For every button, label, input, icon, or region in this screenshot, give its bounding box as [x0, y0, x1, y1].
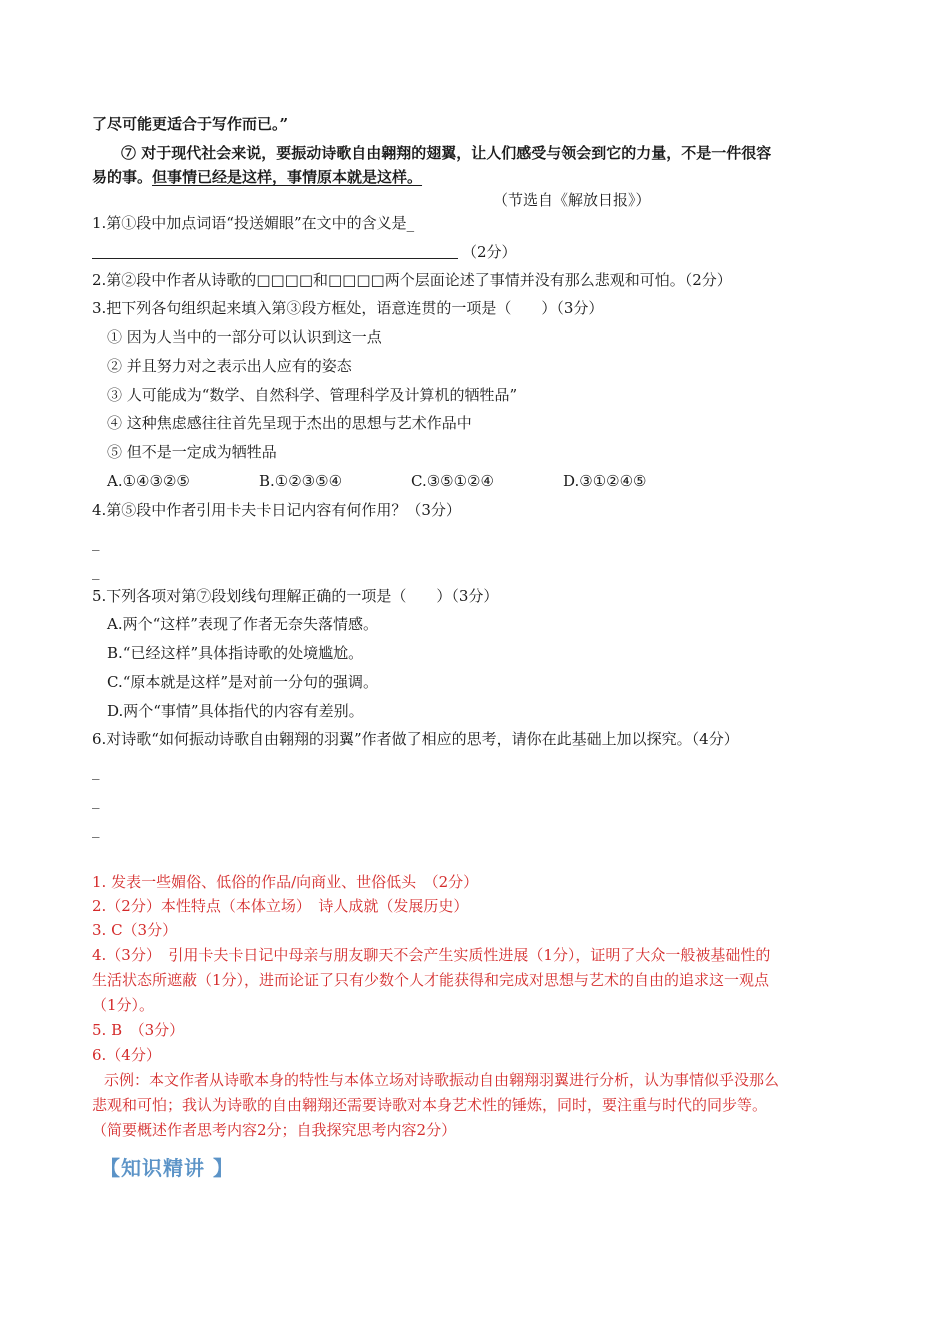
answer-1: 1. 发表一些媚俗、低俗的作品/向商业、世俗低头 （2分） — [92, 873, 479, 891]
answer-4-line-2: 生活状态所遮蔽（1分），进而论证了只有少数个人才能获得和完成对思想与艺术的自由的追求这一观点 — [92, 971, 770, 989]
answer-6-line-3: （简要概述作者思考内容2分；自我探究思考内容2分） — [92, 1121, 457, 1139]
answer-blank[interactable]: _ — [92, 820, 100, 838]
list-item: ① 因为人当中的一部分可以认识到这一点 — [107, 328, 382, 346]
option-d[interactable]: D.两个“事情”具体指代的内容有差别。 — [107, 702, 364, 720]
option-a[interactable]: A.两个“这样”表现了作者无奈失落情感。 — [107, 615, 378, 633]
list-item: ② 并且努力对之表示出人应有的姿态 — [107, 357, 352, 375]
question-2: 2.第②段中作者从诗歌的□□□□和□□□□两个层面论述了事情并没有那么悲观和可怕。（2分） — [92, 271, 732, 289]
paragraph-7-line-2 — [92, 167, 422, 187]
answer-blank[interactable]: _ — [92, 533, 100, 551]
passage-source: （节选自《解放日报》） — [493, 191, 651, 209]
paragraph-7-underlined-sentence: 但事情已经是这样，事情原本就是这样。 — [152, 168, 423, 186]
answer-4-line-3: （1分）。 — [92, 996, 155, 1014]
option-d[interactable]: D.③①②④⑤ — [563, 472, 647, 490]
list-item: ④ 这种焦虑感往往首先呈现于杰出的思想与艺术作品中 — [107, 414, 472, 432]
question-3: 3.把下列各句组织起来填入第③段方框处，语意连贯的一项是（ ）（3分） — [92, 299, 604, 317]
option-c[interactable]: C.“原本就是这样”是对前一分句的强调。 — [107, 673, 379, 691]
question-1-score: （2分） — [462, 243, 517, 261]
answer-6-line-2: 悲观和可怕；我认为诗歌的自由翱翔还需要诗歌对本身艺术性的锤炼，同时，要注重与时代的同步等。 — [92, 1096, 768, 1114]
answer-6-line-1: 示例：本文作者从诗歌本身的特性与本体立场对诗歌振动自由翱翔羽翼进行分析，认为事情似乎没那么 — [104, 1071, 780, 1089]
answer-blank[interactable]: _ — [92, 791, 100, 809]
option-c[interactable]: C.③⑤①②④ — [411, 472, 494, 490]
option-a[interactable]: A.①④③②⑤ — [107, 472, 190, 490]
section-title: 【知识精讲 】 — [100, 1156, 234, 1180]
paragraph-7-plain: 易的事。 — [92, 168, 153, 186]
question-1: 1.第①段中加点词语“投送媚眼”在文中的含义是_ — [92, 214, 415, 232]
answer-blank[interactable]: _ — [92, 762, 100, 780]
list-item: ⑤ 但不是一定成为牺牲品 — [107, 443, 277, 461]
question-5: 5.下列各项对第⑦段划线句理解正确的一项是（ ）（3分） — [92, 587, 499, 605]
answer-6: 6.（4分） — [92, 1046, 161, 1064]
passage-line-end: 了尽可能更适合于写作而已。” — [92, 115, 289, 133]
answer-3: 3. C（3分） — [92, 921, 178, 939]
paragraph-7-line-1: ⑦ 对于现代社会来说，要振动诗歌自由翱翔的翅翼，让人们感受与领会到它的力量，不是一件很容 — [121, 144, 772, 162]
question-3-options — [107, 471, 715, 491]
answer-blank-line[interactable] — [92, 258, 458, 259]
list-item: ③ 人可能成为“数学、自然科学、管理科学及计算机的牺牲品” — [107, 386, 518, 404]
option-b[interactable]: B.“已经这样”具体指诗歌的处境尴尬。 — [107, 644, 364, 662]
option-b[interactable]: B.①②③⑤④ — [259, 472, 343, 490]
answer-5: 5. B （3分） — [92, 1021, 185, 1039]
answer-blank[interactable]: _ — [92, 562, 100, 580]
question-4: 4.第⑤段中作者引用卡夫卡日记内容有何作用？（3分） — [92, 501, 461, 519]
question-6: 6.对诗歌“如何振动诗歌自由翱翔的羽翼”作者做了相应的思考，请你在此基础上加以探究。（4分） — [92, 730, 739, 748]
answer-2: 2.（2分）本性特点（本体立场） 诗人成就（发展历史） — [92, 897, 469, 915]
answer-4-line-1: 4.（3分） 引用卡夫卡日记中母亲与朋友聊天不会产生实质性进展（1分），证明了大众一般被基础性的 — [92, 946, 771, 964]
